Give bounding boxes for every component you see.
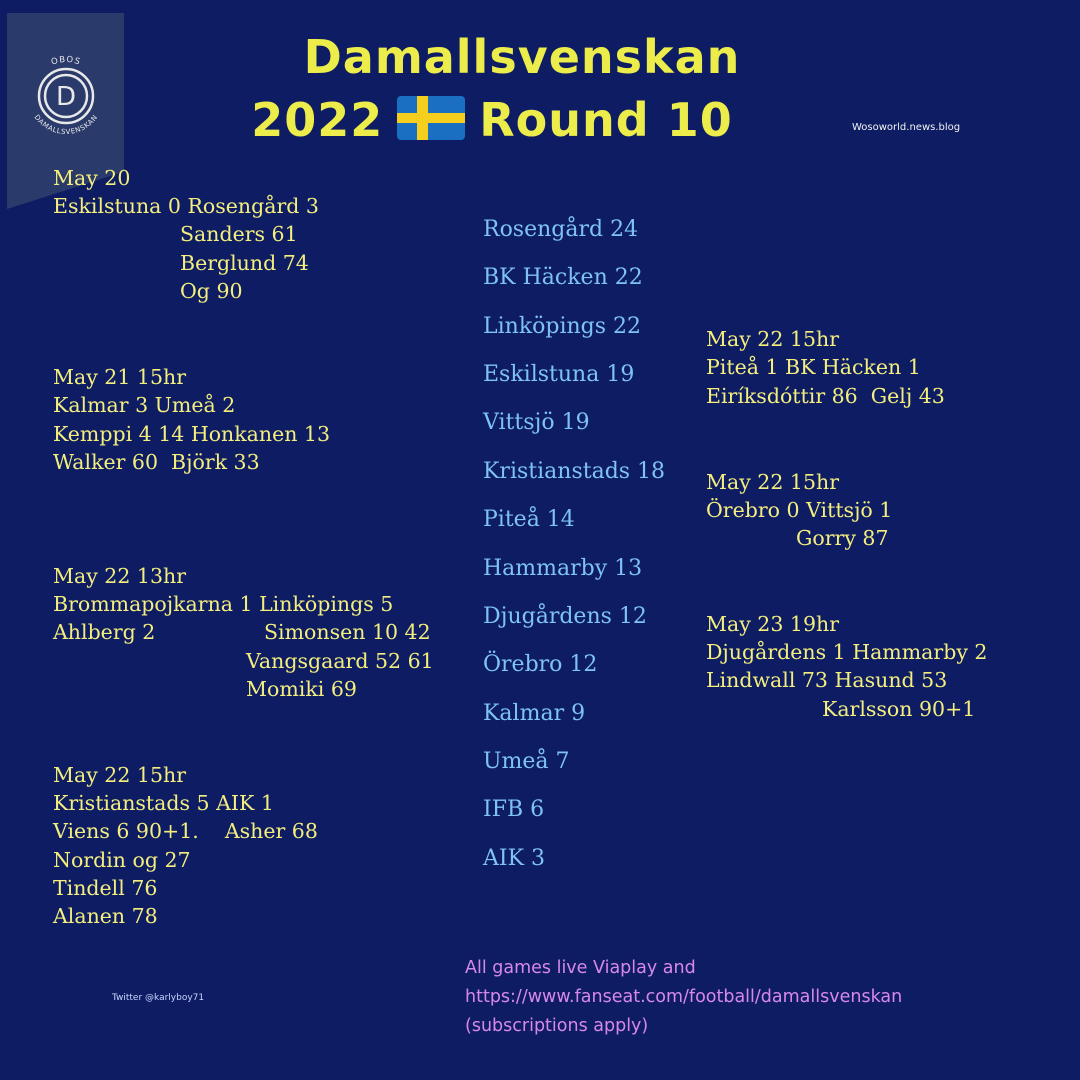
fixture-2-result: Kalmar 3 Umeå 2 (53, 393, 236, 417)
fixture-5-scorers: Eiríksdóttir 86 Gelj 43 (706, 384, 945, 408)
table-row: Vittsjö 19 (483, 410, 590, 435)
site-credit: Wosoworld.news.blog (852, 122, 961, 133)
fixture-3-result: Brommapojkarna 1 Linköpings 5 (53, 592, 394, 616)
table-row: AIK 3 (483, 846, 546, 871)
title-year: 2022 (251, 93, 384, 147)
fixture-1-scorer: Sanders 61 (180, 222, 298, 246)
fixture-3-scorer: Vangsgaard 52 61 (246, 649, 434, 673)
table-row: BK Häcken 22 (483, 265, 643, 290)
logo-letter: D (55, 82, 77, 112)
fixture-4-date: May 22 15hr (53, 763, 186, 787)
fixture-2-date: May 21 15hr (53, 365, 186, 389)
fixture-6-date: May 22 15hr (706, 470, 839, 494)
table-row: Kalmar 9 (483, 701, 586, 726)
fixture-2-scorers: Kemppi 4 14 Honkanen 13 (53, 422, 331, 446)
fixture-3-scorer: Momiki 69 (246, 677, 357, 701)
fixture-3-scorer: Ahlberg 2 (53, 620, 156, 644)
table-row: Djugårdens 12 (483, 604, 647, 629)
fixture-7-scorers: Lindwall 73 Hasund 53 (706, 668, 948, 692)
fixture-1-scorer: Og 90 (180, 279, 243, 303)
fixture-5-result: Piteå 1 BK Häcken 1 (706, 355, 921, 379)
fixture-3-scorer: Simonsen 10 42 (264, 620, 431, 644)
fixture-4-scorer: Nordin og 27 (53, 848, 191, 872)
table-row: Eskilstuna 19 (483, 362, 635, 387)
fixture-2-scorers: Walker 60 Björk 33 (53, 450, 260, 474)
table-row: IFB 6 (483, 797, 545, 822)
fixture-7-scorer: Karlsson 90+1 (822, 697, 976, 721)
title-round: Round 10 (479, 93, 733, 147)
fixture-6-result: Örebro 0 Vittsjö 1 (706, 498, 893, 522)
title-line-1: Damallsvenskan (303, 30, 741, 84)
fixture-3-date: May 22 13hr (53, 564, 186, 588)
fixture-4-scorer: Alanen 78 (53, 904, 158, 928)
fixture-1-result: Eskilstuna 0 Rosengård 3 (53, 194, 319, 218)
fixture-6-scorer: Gorry 87 (796, 526, 889, 550)
twitter-credit: Twitter @karlyboy71 (112, 993, 205, 1003)
fixture-7-result: Djugårdens 1 Hammarby 2 (706, 640, 988, 664)
footer-note: (subscriptions apply) (465, 1016, 649, 1036)
swedish-flag-icon (397, 96, 465, 151)
fixture-4-result: Kristianstads 5 AIK 1 (53, 791, 274, 815)
table-row: Umeå 7 (483, 749, 570, 774)
fixture-4-scorer: Tindell 76 (53, 876, 158, 900)
table-row: Rosengård 24 (483, 217, 639, 242)
table-row: Linköpings 22 (483, 314, 642, 339)
footer-broadcast: All games live Viaplay and (465, 958, 696, 978)
table-row: Hammarby 13 (483, 556, 643, 581)
fixture-1-scorer: Berglund 74 (180, 251, 309, 275)
footer-link[interactable]: https://www.fanseat.com/football/damallsvenskan (465, 987, 903, 1007)
table-row: Örebro 12 (483, 652, 598, 677)
fixture-5-date: May 22 15hr (706, 327, 839, 351)
table-row: Kristianstads 18 (483, 459, 666, 484)
table-row: Piteå 14 (483, 507, 575, 532)
fixture-4-scorers: Viens 6 90+1. Asher 68 (53, 819, 318, 843)
svg-text:OBOS: OBOS (50, 54, 83, 68)
svg-text:DAMALLSVENSKAN: DAMALLSVENSKAN (32, 113, 100, 137)
fixture-1-date: May 20 (53, 166, 131, 190)
fixture-7-date: May 23 19hr (706, 612, 839, 636)
